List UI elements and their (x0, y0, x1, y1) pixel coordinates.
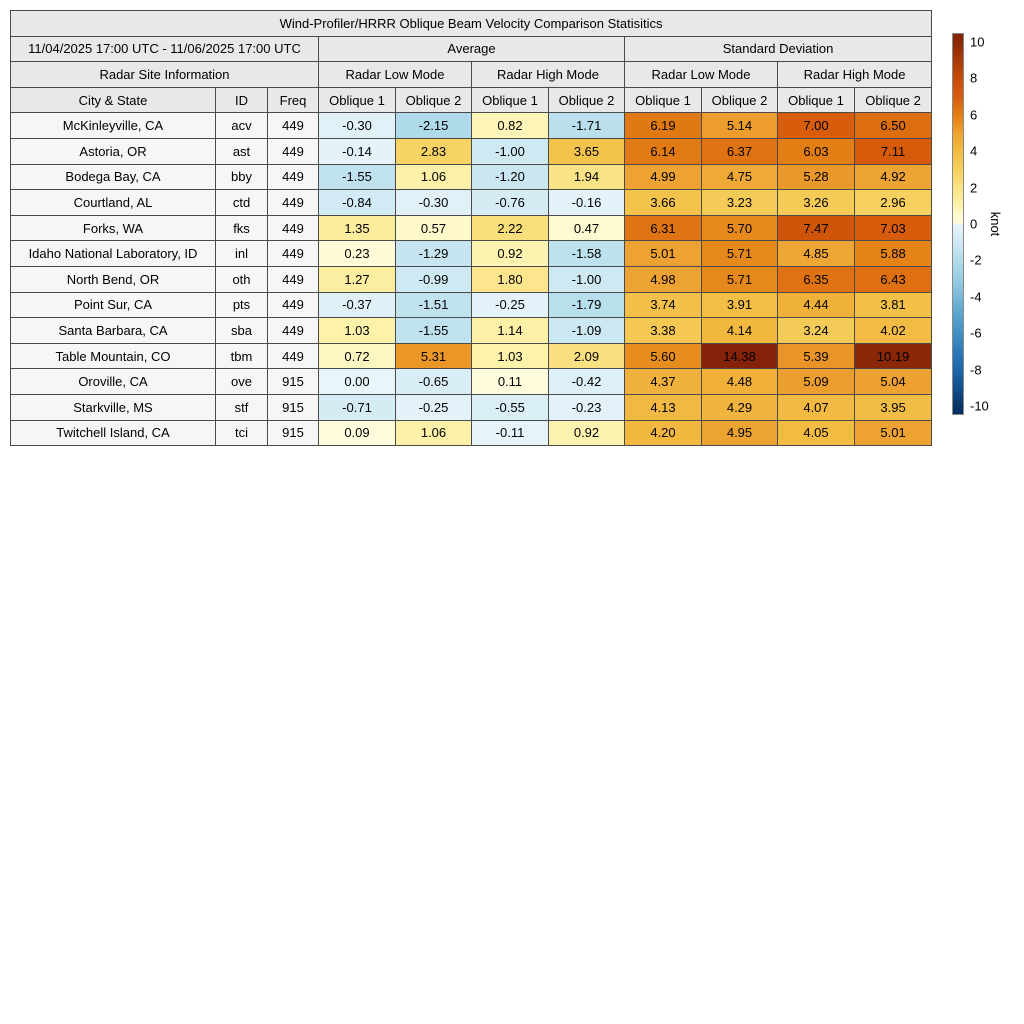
value-cell: 6.19 (625, 113, 702, 139)
value-cell: 0.72 (319, 343, 396, 369)
value-cell: -1.29 (396, 241, 472, 267)
value-cell: -1.55 (319, 164, 396, 190)
site-freq-cell: 449 (268, 190, 319, 216)
value-cell: 3.65 (549, 138, 625, 164)
date-range-cell: 11/04/2025 17:00 UTC - 11/06/2025 17:00 UTC (11, 36, 319, 62)
value-cell: -0.99 (396, 266, 472, 292)
stddev-group-header: Standard Deviation (625, 36, 932, 62)
value-cell: 4.85 (778, 241, 855, 267)
site-info-header: Radar Site Information (11, 62, 319, 88)
value-cell: 0.92 (472, 241, 549, 267)
value-cell: 10.19 (855, 343, 932, 369)
table-row (11, 369, 932, 395)
site-city-cell: Point Sur, CA (11, 292, 216, 318)
site-freq-cell: 449 (268, 292, 319, 318)
value-cell: 3.24 (778, 318, 855, 344)
value-cell: 1.14 (472, 318, 549, 344)
site-city-cell: Bodega Bay, CA (11, 164, 216, 190)
value-cell: 1.94 (549, 164, 625, 190)
value-cell: 4.98 (625, 266, 702, 292)
table-row (11, 215, 932, 241)
value-cell: 5.04 (855, 369, 932, 395)
value-cell: 6.43 (855, 266, 932, 292)
value-cell: 7.03 (855, 215, 932, 241)
table-row (11, 292, 932, 318)
column-header-7: Oblique 1 (625, 87, 702, 113)
table-row (11, 190, 932, 216)
value-cell: 1.80 (472, 266, 549, 292)
title-row (11, 11, 932, 37)
value-cell: 1.06 (396, 420, 472, 446)
value-cell: 5.01 (625, 241, 702, 267)
value-cell: 3.23 (702, 190, 778, 216)
mode-header-0: Radar Low Mode (319, 62, 472, 88)
colorbar-axis-label: knot (988, 211, 1003, 237)
site-freq-cell: 915 (268, 369, 319, 395)
value-cell: 2.83 (396, 138, 472, 164)
site-id-cell: tci (216, 420, 268, 446)
value-cell: -0.84 (319, 190, 396, 216)
site-city-cell: Starkville, MS (11, 394, 216, 420)
table-body (11, 113, 932, 446)
colorbar-tick-label: -10 (970, 398, 989, 414)
site-id-cell: inl (216, 241, 268, 267)
value-cell: 4.14 (702, 318, 778, 344)
table-row (11, 420, 932, 446)
value-cell: 4.95 (702, 420, 778, 446)
mode-header-2: Radar Low Mode (625, 62, 778, 88)
value-cell: 5.60 (625, 343, 702, 369)
value-cell: 0.82 (472, 113, 549, 139)
chart-title: Wind-Profiler/HRRR Oblique Beam Velocity Comparison Statisitics (11, 11, 932, 37)
site-city-cell: McKinleyville, CA (11, 113, 216, 139)
site-id-cell: stf (216, 394, 268, 420)
value-cell: 4.07 (778, 394, 855, 420)
colorbar-tick-label: 10 (970, 34, 985, 50)
value-cell: 5.28 (778, 164, 855, 190)
column-header-1: ID (216, 87, 268, 113)
value-cell: 7.11 (855, 138, 932, 164)
site-freq-cell: 449 (268, 343, 319, 369)
value-cell: -1.79 (549, 292, 625, 318)
site-city-cell: Twitchell Island, CA (11, 420, 216, 446)
value-cell: 6.35 (778, 266, 855, 292)
column-header-10: Oblique 2 (855, 87, 932, 113)
value-cell: -1.20 (472, 164, 549, 190)
value-cell: -0.14 (319, 138, 396, 164)
value-cell: 1.27 (319, 266, 396, 292)
value-cell: 5.09 (778, 369, 855, 395)
site-city-cell: Courtland, AL (11, 190, 216, 216)
value-cell: 7.00 (778, 113, 855, 139)
colorbar-tick-label: 8 (970, 70, 978, 86)
value-cell: 0.47 (549, 215, 625, 241)
table-row (11, 394, 932, 420)
value-cell: 0.23 (319, 241, 396, 267)
colorbar-tick-label: 4 (970, 143, 978, 159)
value-cell: -0.25 (396, 394, 472, 420)
colorbar-tick-label: -2 (970, 252, 982, 268)
value-cell: -1.09 (549, 318, 625, 344)
mode-header-3: Radar High Mode (778, 62, 932, 88)
value-cell: 4.20 (625, 420, 702, 446)
value-cell: -0.23 (549, 394, 625, 420)
value-cell: 3.95 (855, 394, 932, 420)
site-id-cell: ctd (216, 190, 268, 216)
value-cell: 0.57 (396, 215, 472, 241)
value-cell: 4.29 (702, 394, 778, 420)
value-cell: 4.75 (702, 164, 778, 190)
site-id-cell: oth (216, 266, 268, 292)
value-cell: 4.05 (778, 420, 855, 446)
value-cell: 3.91 (702, 292, 778, 318)
colorbar-tick-label: 0 (970, 216, 978, 232)
value-cell: 0.11 (472, 369, 549, 395)
column-header-8: Oblique 2 (702, 87, 778, 113)
site-id-cell: ove (216, 369, 268, 395)
colorbar-tick-label: 6 (970, 107, 978, 123)
value-cell: -0.55 (472, 394, 549, 420)
value-cell: -0.65 (396, 369, 472, 395)
value-cell: 5.39 (778, 343, 855, 369)
site-city-cell: North Bend, OR (11, 266, 216, 292)
stats-table (10, 10, 932, 446)
site-city-cell: Forks, WA (11, 215, 216, 241)
site-id-cell: bby (216, 164, 268, 190)
value-cell: -0.42 (549, 369, 625, 395)
value-cell: 2.96 (855, 190, 932, 216)
value-cell: 5.71 (702, 266, 778, 292)
value-cell: 0.00 (319, 369, 396, 395)
value-cell: 3.26 (778, 190, 855, 216)
value-cell: 4.13 (625, 394, 702, 420)
colorbar (952, 33, 964, 415)
table-row (11, 318, 932, 344)
value-cell: 6.31 (625, 215, 702, 241)
mode-header-1: Radar High Mode (472, 62, 625, 88)
value-cell: 6.14 (625, 138, 702, 164)
value-cell: -1.58 (549, 241, 625, 267)
site-city-cell: Oroville, CA (11, 369, 216, 395)
value-cell: 7.47 (778, 215, 855, 241)
value-cell: -1.00 (549, 266, 625, 292)
stats-table-wrap (10, 10, 932, 446)
value-cell: -0.16 (549, 190, 625, 216)
value-cell: 2.22 (472, 215, 549, 241)
value-cell: -0.71 (319, 394, 396, 420)
site-city-cell: Santa Barbara, CA (11, 318, 216, 344)
colorbar-tick-label: -8 (970, 362, 982, 378)
value-cell: 1.06 (396, 164, 472, 190)
site-id-cell: sba (216, 318, 268, 344)
site-city-cell: Idaho National Laboratory, ID (11, 241, 216, 267)
column-header-9: Oblique 1 (778, 87, 855, 113)
value-cell: -0.30 (396, 190, 472, 216)
value-cell: 5.01 (855, 420, 932, 446)
site-id-cell: ast (216, 138, 268, 164)
site-freq-cell: 915 (268, 420, 319, 446)
value-cell: 6.03 (778, 138, 855, 164)
site-id-cell: acv (216, 113, 268, 139)
value-cell: -0.25 (472, 292, 549, 318)
value-cell: 4.37 (625, 369, 702, 395)
value-cell: -1.00 (472, 138, 549, 164)
column-header-row (11, 87, 932, 113)
value-cell: -0.37 (319, 292, 396, 318)
value-cell: 4.99 (625, 164, 702, 190)
site-city-cell: Table Mountain, CO (11, 343, 216, 369)
table-row (11, 113, 932, 139)
column-header-3: Oblique 1 (319, 87, 396, 113)
site-id-cell: tbm (216, 343, 268, 369)
value-cell: -0.11 (472, 420, 549, 446)
value-cell: 5.88 (855, 241, 932, 267)
value-cell: 4.44 (778, 292, 855, 318)
mode-header-row (11, 62, 932, 88)
value-cell: 1.03 (319, 318, 396, 344)
value-cell: 3.74 (625, 292, 702, 318)
value-cell: 2.09 (549, 343, 625, 369)
value-cell: 4.02 (855, 318, 932, 344)
table-row (11, 266, 932, 292)
colorbar-tick-label: -4 (970, 289, 982, 305)
value-cell: -1.51 (396, 292, 472, 318)
site-id-cell: fks (216, 215, 268, 241)
value-cell: -2.15 (396, 113, 472, 139)
value-cell: 3.38 (625, 318, 702, 344)
table-row (11, 241, 932, 267)
colorbar-tick-label: -6 (970, 325, 982, 341)
value-cell: 6.50 (855, 113, 932, 139)
group-header-row (11, 36, 932, 62)
value-cell: 0.09 (319, 420, 396, 446)
value-cell: 5.31 (396, 343, 472, 369)
value-cell: 4.48 (702, 369, 778, 395)
value-cell: 4.92 (855, 164, 932, 190)
table-row (11, 138, 932, 164)
site-freq-cell: 449 (268, 138, 319, 164)
value-cell: 6.37 (702, 138, 778, 164)
column-header-6: Oblique 2 (549, 87, 625, 113)
column-header-2: Freq (268, 87, 319, 113)
site-freq-cell: 915 (268, 394, 319, 420)
value-cell: 5.71 (702, 241, 778, 267)
value-cell: 5.70 (702, 215, 778, 241)
site-freq-cell: 449 (268, 164, 319, 190)
value-cell: -0.30 (319, 113, 396, 139)
site-city-cell: Astoria, OR (11, 138, 216, 164)
value-cell: -1.71 (549, 113, 625, 139)
value-cell: 1.03 (472, 343, 549, 369)
value-cell: 14.38 (702, 343, 778, 369)
site-freq-cell: 449 (268, 215, 319, 241)
value-cell: -1.55 (396, 318, 472, 344)
column-header-4: Oblique 2 (396, 87, 472, 113)
average-group-header: Average (319, 36, 625, 62)
colorbar-tick-label: 2 (970, 180, 978, 196)
site-freq-cell: 449 (268, 266, 319, 292)
column-header-0: City & State (11, 87, 216, 113)
value-cell: -0.76 (472, 190, 549, 216)
value-cell: 3.81 (855, 292, 932, 318)
value-cell: 0.92 (549, 420, 625, 446)
column-header-5: Oblique 1 (472, 87, 549, 113)
value-cell: 5.14 (702, 113, 778, 139)
site-freq-cell: 449 (268, 113, 319, 139)
site-freq-cell: 449 (268, 241, 319, 267)
value-cell: 3.66 (625, 190, 702, 216)
site-freq-cell: 449 (268, 318, 319, 344)
site-id-cell: pts (216, 292, 268, 318)
table-row (11, 164, 932, 190)
table-row (11, 343, 932, 369)
value-cell: 1.35 (319, 215, 396, 241)
